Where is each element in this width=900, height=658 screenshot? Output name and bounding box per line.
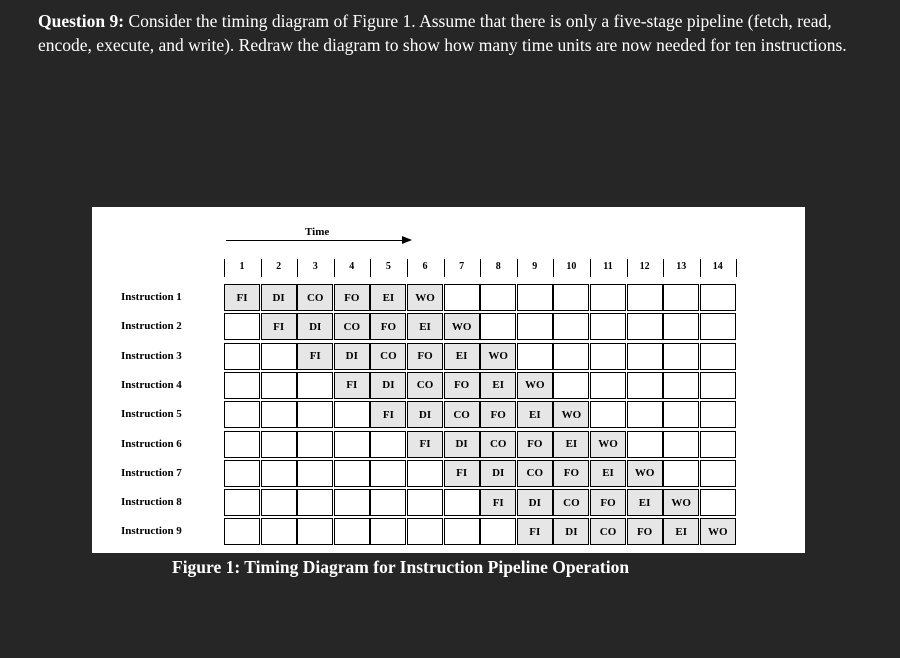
question-label: Question 9: bbox=[38, 11, 125, 31]
timing-cell bbox=[224, 431, 260, 458]
timing-cell bbox=[627, 284, 663, 311]
timing-cell bbox=[590, 313, 626, 340]
timing-cell bbox=[370, 460, 406, 487]
stage-cell: CO bbox=[370, 343, 406, 370]
stage-cell: FI bbox=[517, 518, 553, 545]
instruction-label: Instruction 3 bbox=[121, 349, 182, 362]
time-arrow-line bbox=[226, 240, 404, 241]
timing-cell bbox=[261, 518, 297, 545]
timing-cell bbox=[224, 313, 260, 340]
timing-cell bbox=[297, 401, 333, 428]
stage-cell: FI bbox=[444, 460, 480, 487]
timing-cell bbox=[370, 431, 406, 458]
timing-cell bbox=[553, 343, 589, 370]
stage-cell: FO bbox=[444, 372, 480, 399]
column-header: 10 bbox=[566, 261, 577, 272]
instruction-label: Instruction 6 bbox=[121, 437, 182, 450]
timing-cell bbox=[407, 489, 443, 516]
column-separator bbox=[261, 259, 262, 277]
timing-cell bbox=[553, 313, 589, 340]
timing-cell bbox=[444, 284, 480, 311]
timing-cell bbox=[297, 460, 333, 487]
stage-cell: CO bbox=[297, 284, 333, 311]
time-axis-label: Time bbox=[305, 226, 330, 238]
timing-cell bbox=[700, 401, 736, 428]
stage-cell: DI bbox=[480, 460, 516, 487]
column-separator bbox=[736, 259, 737, 277]
timing-cell bbox=[700, 284, 736, 311]
timing-cell bbox=[444, 489, 480, 516]
stage-cell: EI bbox=[407, 313, 443, 340]
timing-cell bbox=[663, 401, 699, 428]
stage-cell: WO bbox=[590, 431, 626, 458]
timing-cell bbox=[224, 460, 260, 487]
stage-cell: WO bbox=[553, 401, 589, 428]
question-body: Consider the timing diagram of Figure 1. Assume that there is only a five-stage pipeline (fetch, read, encode, execute, and write). Redraw the diagram to show how many time units are now needed for ten instructions. bbox=[38, 11, 847, 55]
timing-cell bbox=[261, 401, 297, 428]
stage-cell: DI bbox=[297, 313, 333, 340]
stage-cell: FI bbox=[261, 313, 297, 340]
timing-cell bbox=[407, 518, 443, 545]
stage-cell: EI bbox=[480, 372, 516, 399]
timing-cell bbox=[261, 489, 297, 516]
timing-cell bbox=[700, 431, 736, 458]
column-header: 12 bbox=[639, 261, 650, 272]
timing-cell bbox=[334, 489, 370, 516]
timing-cell bbox=[334, 431, 370, 458]
timing-cell bbox=[700, 313, 736, 340]
timing-cell bbox=[224, 372, 260, 399]
stage-cell: DI bbox=[407, 401, 443, 428]
timing-diagram bbox=[92, 207, 805, 553]
stage-cell: FO bbox=[370, 313, 406, 340]
stage-cell: DI bbox=[553, 518, 589, 545]
column-header: 14 bbox=[712, 261, 723, 272]
stage-cell: EI bbox=[627, 489, 663, 516]
timing-cell bbox=[590, 343, 626, 370]
column-header: 5 bbox=[385, 261, 391, 272]
stage-cell: EI bbox=[663, 518, 699, 545]
timing-cell bbox=[480, 313, 516, 340]
timing-cell bbox=[444, 518, 480, 545]
timing-cell bbox=[334, 460, 370, 487]
stage-cell: FI bbox=[334, 372, 370, 399]
timing-cell bbox=[627, 343, 663, 370]
timing-cell bbox=[627, 372, 663, 399]
stage-cell: FO bbox=[553, 460, 589, 487]
stage-cell: FO bbox=[627, 518, 663, 545]
timing-cell bbox=[517, 313, 553, 340]
timing-cell bbox=[627, 431, 663, 458]
column-separator bbox=[590, 259, 591, 277]
stage-cell: DI bbox=[261, 284, 297, 311]
column-header: 1 bbox=[239, 261, 245, 272]
stage-cell: WO bbox=[407, 284, 443, 311]
column-separator bbox=[334, 259, 335, 277]
column-separator bbox=[480, 259, 481, 277]
timing-cell bbox=[663, 313, 699, 340]
stage-cell: WO bbox=[480, 343, 516, 370]
column-header: 13 bbox=[676, 261, 687, 272]
instruction-label: Instruction 5 bbox=[121, 408, 182, 421]
timing-cell bbox=[517, 284, 553, 311]
column-separator bbox=[297, 259, 298, 277]
column-separator bbox=[224, 259, 225, 277]
column-separator bbox=[370, 259, 371, 277]
instruction-label: Instruction 7 bbox=[121, 466, 182, 479]
timing-cell bbox=[480, 284, 516, 311]
timing-cell bbox=[224, 343, 260, 370]
timing-cell bbox=[700, 372, 736, 399]
timing-cell bbox=[261, 372, 297, 399]
timing-cell bbox=[553, 372, 589, 399]
timing-cell bbox=[590, 284, 626, 311]
column-header: 9 bbox=[532, 261, 538, 272]
stage-cell: CO bbox=[553, 489, 589, 516]
question-text bbox=[38, 9, 868, 57]
instruction-label: Instruction 4 bbox=[121, 378, 182, 391]
timing-cell bbox=[297, 518, 333, 545]
timing-cell bbox=[334, 518, 370, 545]
timing-cell bbox=[663, 284, 699, 311]
figure-caption: Figure 1: Timing Diagram for Instruction Pipeline Operation bbox=[172, 557, 630, 577]
stage-cell: WO bbox=[517, 372, 553, 399]
column-header: 4 bbox=[349, 261, 355, 272]
column-header: 6 bbox=[422, 261, 428, 272]
stage-cell: FI bbox=[224, 284, 260, 311]
stage-cell: EI bbox=[444, 343, 480, 370]
stage-cell: FI bbox=[370, 401, 406, 428]
column-separator bbox=[517, 259, 518, 277]
instruction-label: Instruction 2 bbox=[121, 320, 182, 333]
stage-cell: DI bbox=[334, 343, 370, 370]
timing-cell bbox=[663, 460, 699, 487]
timing-cell bbox=[663, 343, 699, 370]
stage-cell: CO bbox=[480, 431, 516, 458]
timing-cell bbox=[663, 372, 699, 399]
column-header: 11 bbox=[603, 261, 613, 272]
stage-cell: EI bbox=[590, 460, 626, 487]
stage-cell: FO bbox=[590, 489, 626, 516]
timing-cell bbox=[627, 313, 663, 340]
stage-cell: FO bbox=[407, 343, 443, 370]
stage-cell: CO bbox=[407, 372, 443, 399]
timing-cell bbox=[700, 343, 736, 370]
column-separator bbox=[444, 259, 445, 277]
instruction-label: Instruction 9 bbox=[121, 525, 182, 538]
column-separator bbox=[627, 259, 628, 277]
timing-cell bbox=[297, 431, 333, 458]
stage-cell: CO bbox=[590, 518, 626, 545]
timing-cell bbox=[261, 431, 297, 458]
stage-cell: CO bbox=[517, 460, 553, 487]
timing-cell bbox=[224, 489, 260, 516]
timing-cell bbox=[297, 372, 333, 399]
column-separator bbox=[663, 259, 664, 277]
timing-cell bbox=[663, 431, 699, 458]
column-header: 3 bbox=[312, 261, 318, 272]
timing-cell bbox=[480, 518, 516, 545]
timing-cell bbox=[627, 401, 663, 428]
timing-cell bbox=[700, 460, 736, 487]
stage-cell: WO bbox=[663, 489, 699, 516]
stage-cell: FI bbox=[407, 431, 443, 458]
stage-cell: WO bbox=[627, 460, 663, 487]
column-header: 2 bbox=[276, 261, 282, 272]
timing-cell bbox=[261, 460, 297, 487]
timing-cell bbox=[297, 489, 333, 516]
timing-cell bbox=[553, 284, 589, 311]
instruction-label: Instruction 8 bbox=[121, 496, 182, 509]
column-separator bbox=[407, 259, 408, 277]
stage-cell: WO bbox=[700, 518, 736, 545]
column-header: 8 bbox=[495, 261, 501, 272]
column-header: 7 bbox=[459, 261, 465, 272]
stage-cell: WO bbox=[444, 313, 480, 340]
stage-cell: FO bbox=[334, 284, 370, 311]
stage-cell: FO bbox=[480, 401, 516, 428]
timing-cell bbox=[370, 489, 406, 516]
timing-cell bbox=[700, 489, 736, 516]
instruction-label: Instruction 1 bbox=[121, 291, 182, 303]
stage-cell: EI bbox=[370, 284, 406, 311]
stage-cell: DI bbox=[517, 489, 553, 516]
stage-cell: DI bbox=[444, 431, 480, 458]
stage-cell: FI bbox=[480, 489, 516, 516]
stage-cell: FI bbox=[297, 343, 333, 370]
stage-cell: EI bbox=[553, 431, 589, 458]
timing-cell bbox=[261, 343, 297, 370]
timing-cell bbox=[224, 518, 260, 545]
timing-cell bbox=[407, 460, 443, 487]
stage-cell: DI bbox=[370, 372, 406, 399]
timing-cell bbox=[517, 343, 553, 370]
timing-cell bbox=[370, 518, 406, 545]
timing-cell bbox=[590, 401, 626, 428]
stage-cell: FO bbox=[517, 431, 553, 458]
stage-cell: CO bbox=[334, 313, 370, 340]
timing-cell bbox=[334, 401, 370, 428]
time-arrow-head bbox=[402, 236, 412, 244]
stage-cell: EI bbox=[517, 401, 553, 428]
timing-cell bbox=[590, 372, 626, 399]
timing-cell bbox=[224, 401, 260, 428]
column-separator bbox=[553, 259, 554, 277]
column-separator bbox=[700, 259, 701, 277]
stage-cell: CO bbox=[444, 401, 480, 428]
